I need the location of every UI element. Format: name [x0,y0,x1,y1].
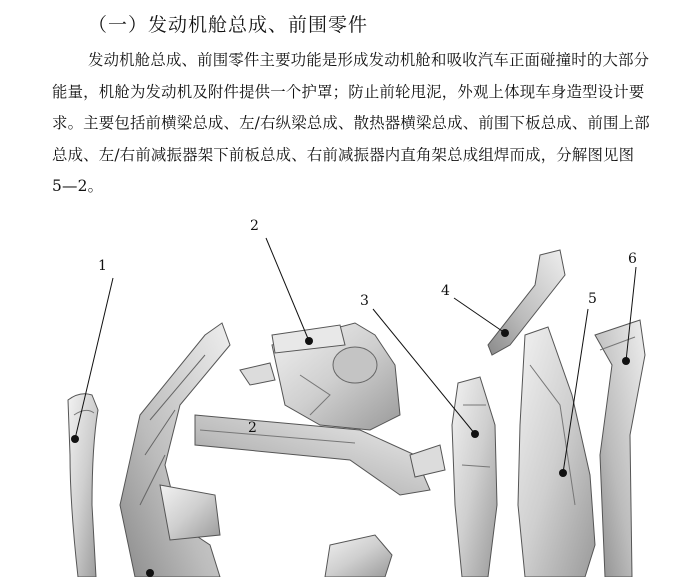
callout-2: 2 [250,218,259,234]
callout-3: 3 [360,293,369,309]
part-5-side-panel [518,327,595,577]
exploded-view-drawing [0,205,693,577]
paragraph-line: 能量，机舱为发动机及附件提供一个护罩；防止前轮甩泥，外观上体现车身造型设计要 [52,82,645,101]
paragraph-line: 发动机舱总成、前围零件主要功能是形成发动机舱和吸收汽车正面碰撞时的大部分 [88,51,650,69]
part-frame-assembly [120,323,230,577]
part-2-upper-panel [272,323,400,430]
paragraph-line: 5—2。 [52,177,104,195]
section-heading: （一）发动机舱总成、前围零件 [88,14,369,36]
exploded-view-figure [0,205,693,577]
part-1-rail [68,394,98,577]
callout-6: 6 [628,251,637,267]
callout-5: 5 [588,291,597,307]
body-paragraph [52,45,662,203]
callout-2-lower: 2 [248,420,257,436]
part-6-right-rail [595,320,645,577]
part-lower-mount [325,535,392,577]
part-3-pillar [452,377,497,577]
callout-4: 4 [441,283,450,299]
paragraph-line: 总成、左/右前减振器架下前板总成、右前减振器内直角架总成组焊而成，分解图见图 [52,145,635,164]
paragraph-line: 求。主要包括前横梁总成、左/右纵梁总成、散热器横梁总成、前围下板总成、前围上部 [52,114,650,132]
callout-1: 1 [98,258,107,274]
part-2-cross-member [195,415,430,495]
